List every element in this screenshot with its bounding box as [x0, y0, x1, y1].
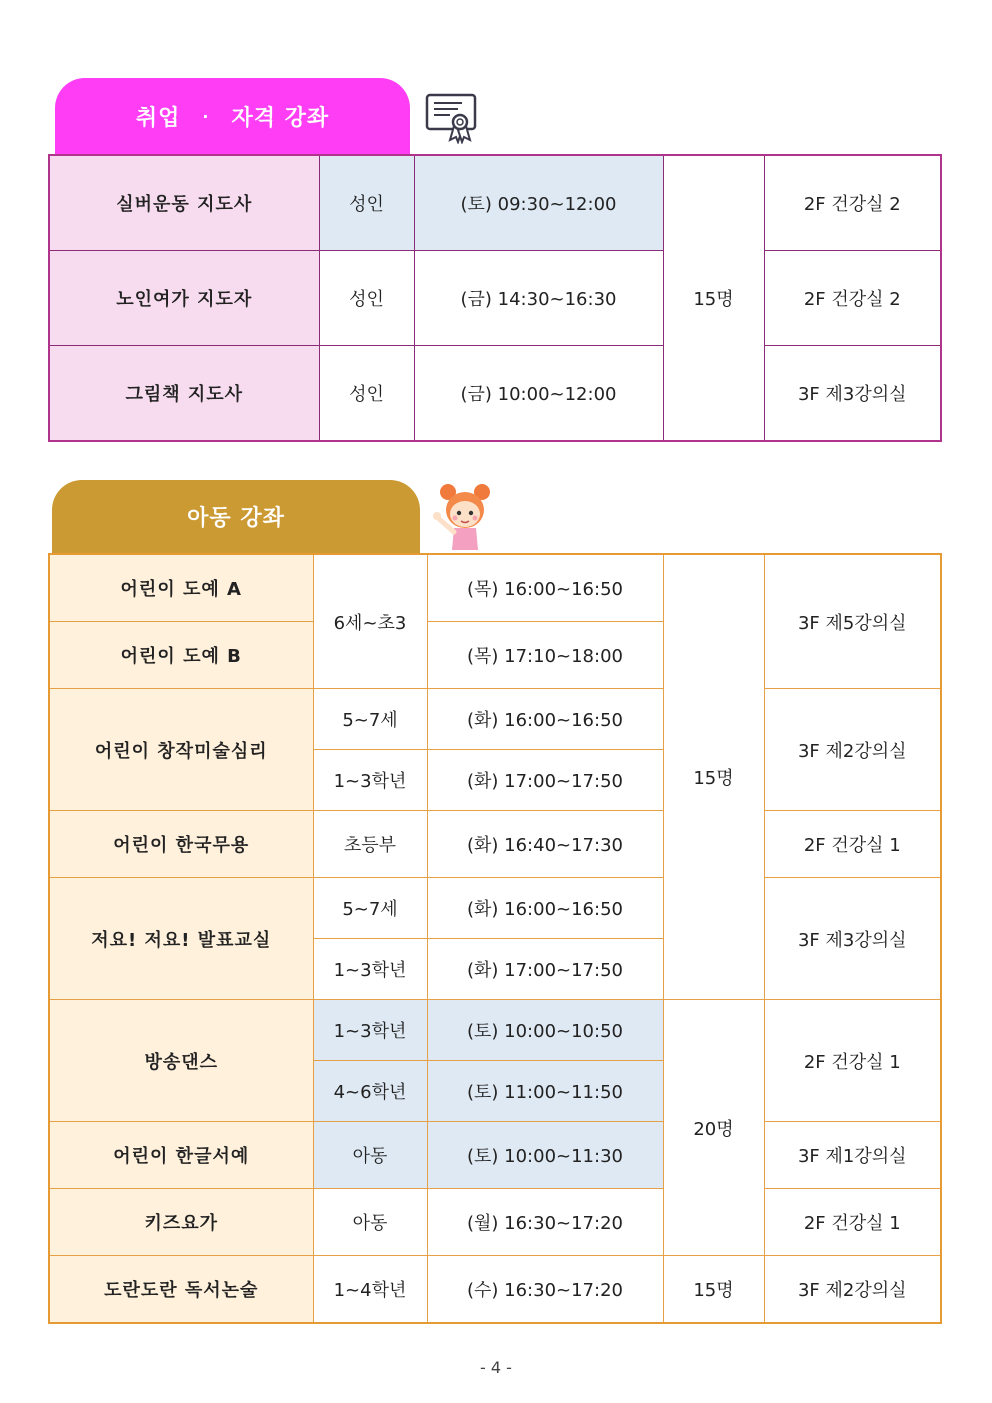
- course-name: 노인여가 지도자: [49, 251, 319, 346]
- course-target: 6세~초3: [313, 554, 427, 689]
- course-room: 2F 건강실 1: [764, 811, 941, 878]
- course-room: 3F 제3강의실: [764, 346, 941, 442]
- course-target: 5~7세: [313, 689, 427, 750]
- table-row: [49, 155, 941, 251]
- course-target: 1~3학년: [313, 1000, 427, 1061]
- course-target: 성인: [319, 251, 414, 346]
- table-row: [49, 554, 941, 622]
- course-time: (토) 10:00~11:30: [427, 1122, 663, 1189]
- table-row: [49, 811, 941, 878]
- course-time: (화) 17:00~17:50: [427, 750, 663, 811]
- course-time: (금) 14:30~16:30: [414, 251, 663, 346]
- girl-character-icon: [432, 480, 498, 552]
- course-capacity: 15명: [663, 155, 764, 441]
- course-target: 성인: [319, 155, 414, 251]
- course-name: 어린이 한글서예: [49, 1122, 313, 1189]
- table-row: [49, 689, 941, 750]
- table-row: [49, 1256, 941, 1324]
- course-time: (화) 16:00~16:50: [427, 878, 663, 939]
- title-separator: ·: [202, 106, 210, 126]
- course-time: (화) 17:00~17:50: [427, 939, 663, 1000]
- course-name: 어린이 도예 A: [49, 554, 313, 622]
- section-title: 아동 강좌: [187, 506, 285, 531]
- table-row: [49, 878, 941, 939]
- jobs-course-table: [48, 154, 942, 442]
- course-name: 저요! 저요! 발표교실: [49, 878, 313, 1000]
- course-target: 1~4학년: [313, 1256, 427, 1324]
- course-time: (화) 16:40~17:30: [427, 811, 663, 878]
- course-room: 3F 제1강의실: [764, 1122, 941, 1189]
- course-time: (화) 16:00~16:50: [427, 689, 663, 750]
- course-time: (월) 16:30~17:20: [427, 1189, 663, 1256]
- course-name: 방송댄스: [49, 1000, 313, 1122]
- section-title-part2: 자격 강좌: [231, 105, 330, 131]
- course-target: 아동: [313, 1189, 427, 1256]
- course-target: 5~7세: [313, 878, 427, 939]
- course-name: 그림책 지도사: [49, 346, 319, 442]
- course-capacity: 15명: [663, 554, 764, 1000]
- certificate-icon: [424, 92, 480, 144]
- course-target: 4~6학년: [313, 1061, 427, 1122]
- course-time: (토) 10:00~10:50: [427, 1000, 663, 1061]
- course-room: 3F 제2강의실: [764, 689, 941, 811]
- course-room: 2F 건강실 2: [764, 155, 941, 251]
- course-time: (목) 17:10~18:00: [427, 622, 663, 689]
- course-room: 3F 제3강의실: [764, 878, 941, 1000]
- course-name: 어린이 도예 B: [49, 622, 313, 689]
- table-row: [49, 251, 941, 346]
- table-row: [49, 1000, 941, 1061]
- course-room: 2F 건강실 2: [764, 251, 941, 346]
- course-capacity: 20명: [663, 1000, 764, 1256]
- course-target: 성인: [319, 346, 414, 442]
- course-name: 어린이 한국무용: [49, 811, 313, 878]
- course-time: (목) 16:00~16:50: [427, 554, 663, 622]
- course-target: 1~3학년: [313, 939, 427, 1000]
- course-time: (수) 16:30~17:20: [427, 1256, 663, 1324]
- course-name: 도란도란 독서논술: [49, 1256, 313, 1324]
- course-room: 2F 건강실 1: [764, 1000, 941, 1122]
- course-room: 2F 건강실 1: [764, 1189, 941, 1256]
- course-target: 아동: [313, 1122, 427, 1189]
- course-name: 키즈요가: [49, 1189, 313, 1256]
- section-tab-jobs: [55, 78, 410, 154]
- course-time: (금) 10:00~12:00: [414, 346, 663, 442]
- section-title-part1: 취업: [135, 105, 181, 131]
- course-name: 실버운동 지도사: [49, 155, 319, 251]
- section-tab-kids: [52, 480, 420, 553]
- course-room: 3F 제2강의실: [764, 1256, 941, 1324]
- page-number: - 4 -: [480, 1358, 512, 1377]
- table-row: [49, 1122, 941, 1189]
- kids-course-table: [48, 553, 942, 1324]
- course-room: 3F 제5강의실: [764, 554, 941, 689]
- course-target: 초등부: [313, 811, 427, 878]
- course-capacity: 15명: [663, 1256, 764, 1324]
- course-time: (토) 11:00~11:50: [427, 1061, 663, 1122]
- table-row: [49, 1189, 941, 1256]
- table-row: [49, 346, 941, 442]
- course-target: 1~3학년: [313, 750, 427, 811]
- course-name: 어린이 창작미술심리: [49, 689, 313, 811]
- course-time: (토) 09:30~12:00: [414, 155, 663, 251]
